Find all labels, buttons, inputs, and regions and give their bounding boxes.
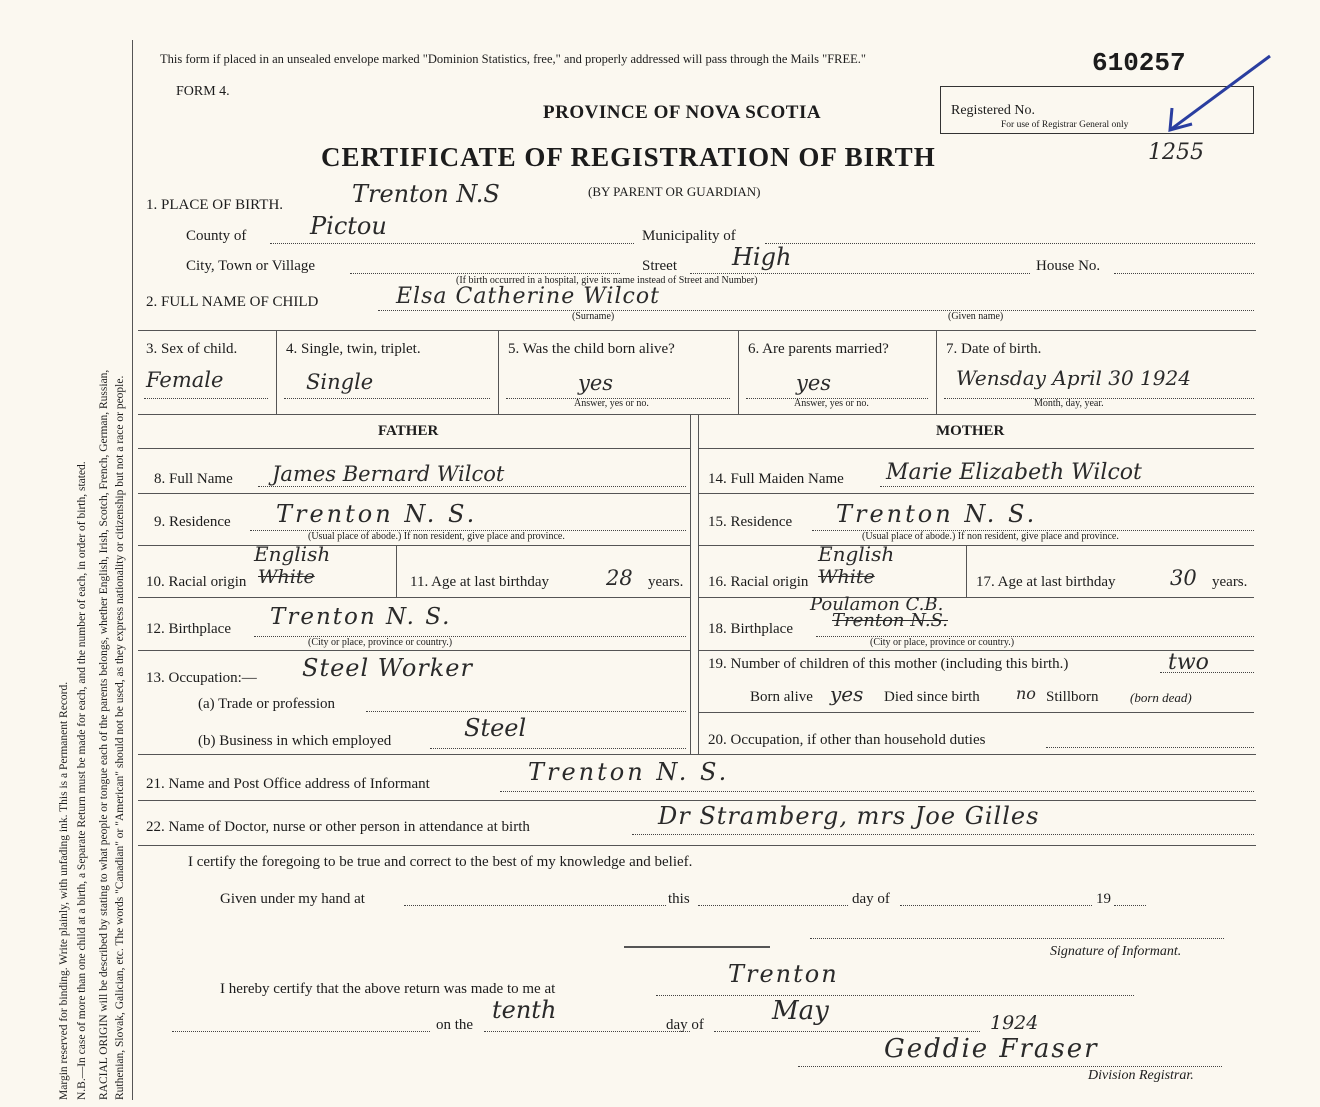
father-heading-border <box>138 448 690 449</box>
father-row10-border <box>138 597 690 598</box>
father-row8-border <box>138 493 690 494</box>
mother-race-divider <box>966 545 967 597</box>
division-registrar-label: Division Registrar. <box>1088 1068 1194 1083</box>
father-residence-value: Trenton N. S. <box>276 500 478 528</box>
father-age-label: 11. Age at last birthday <box>410 574 549 590</box>
father-row9-border <box>138 545 690 546</box>
city-line <box>350 273 620 274</box>
mother-age-label: 17. Age at last birthday <box>976 574 1116 590</box>
attendant-value: Dr Stramberg, mrs Joe Gilles <box>658 802 1040 830</box>
father-name-line <box>258 486 686 487</box>
hospital-note: (If birth occurred in a hospital, give its name instead of Street and Number) <box>456 275 758 286</box>
month-value: May <box>772 996 829 1026</box>
mother-born-alive-value: yes <box>830 682 864 706</box>
mother-age-value: 30 <box>1170 566 1197 590</box>
father-business-label: (b) Business in which employed <box>198 733 392 749</box>
municipality-label: Municipality of <box>642 228 736 244</box>
mother-children-value: two <box>1168 650 1209 675</box>
street-line <box>690 273 1030 274</box>
attendant-line <box>632 834 1254 835</box>
mother-birthplace-note: (City or place, province or country.) <box>870 637 1015 648</box>
row3-top-border <box>138 330 1256 331</box>
parents-divider-right <box>698 414 699 754</box>
date-of-birth-note: Month, day, year. <box>1034 398 1104 409</box>
plurality-value: Single <box>306 370 374 394</box>
mother-died-label: Died since birth <box>884 689 980 705</box>
by-parent-note: (BY PARENT OR GUARDIAN) <box>588 184 761 199</box>
date-of-birth-value: Wensday April 30 1924 <box>956 366 1191 390</box>
margin-note-racial-origin-2: Ruthenian, Slovak, Galician, etc. The words "Canadian" or "American" should not be used, as they express nationality or citizenship but not a race or people. <box>114 375 126 1100</box>
mother-race-value: English <box>818 542 895 566</box>
on-the-value: tenth <box>492 996 557 1024</box>
hereby-line <box>656 995 1134 996</box>
certificate-title: CERTIFICATE OF REGISTRATION OF BIRTH <box>321 142 936 172</box>
mother-name-line <box>880 486 1254 487</box>
surname-note: (Surname) <box>572 311 615 322</box>
margin-note-racial-origin: RACIAL ORIGIN will be described by stating to what people or tongue each of the parents belongs, whether English, Irish, Scotch, French, German, Russian, <box>98 369 110 1100</box>
father-age-years: years. <box>648 574 684 590</box>
day-of-line <box>900 905 1092 906</box>
mother-occupation-line <box>1046 747 1254 748</box>
father-occupation-label: 13. Occupation:— <box>146 670 257 686</box>
mother-occupation-label: 20. Occupation, if other than household duties <box>708 732 986 748</box>
plurality-line <box>284 398 490 399</box>
child-name-label: 2. FULL NAME OF CHILD <box>146 294 319 310</box>
married-note: Answer, yes or no. <box>794 398 869 409</box>
father-race-divider <box>396 545 397 597</box>
center-rule <box>624 946 770 948</box>
parents-divider-left <box>690 414 691 754</box>
province-heading: PROVINCE OF NOVA SCOTIA <box>543 102 822 123</box>
informant-value: Trenton N. S. <box>528 758 730 786</box>
mother-children-line <box>1160 672 1254 673</box>
day-of-label: day of <box>852 891 890 907</box>
father-business-line <box>430 748 686 749</box>
father-age-value: 28 <box>606 566 633 590</box>
mother-died-value: no <box>1016 684 1036 703</box>
street-label: Street <box>642 258 677 274</box>
mother-row19-border <box>698 712 1254 713</box>
married-label: 6. Are parents married? <box>748 341 889 357</box>
row3-bottom-border <box>138 414 1256 415</box>
mother-stillborn-label: Stillborn <box>1046 689 1099 705</box>
row3-divider-3 <box>738 330 739 414</box>
binding-margin-line <box>132 40 133 1100</box>
father-occupation-value: Steel Worker <box>302 654 473 682</box>
mother-row15-border <box>698 545 1254 546</box>
signature-of-informant: Signature of Informant. <box>1050 944 1182 959</box>
place-of-birth-value: Trenton N.S <box>352 180 500 208</box>
father-name-value: James Bernard Wilcot <box>272 462 505 486</box>
margin-note-multiple-births: N.B.—In case of more than one child at a birth, a Separate Return must be made for each, and the number of each, in order of birth, stated. <box>76 461 88 1100</box>
mother-row16-border <box>698 597 1254 598</box>
county-value: Pictou <box>310 212 387 240</box>
father-row12-border <box>138 650 690 651</box>
attendant-border <box>138 845 1256 846</box>
parents-bottom-border <box>138 754 1256 755</box>
on-the-label: on the <box>436 1017 474 1033</box>
mail-notice: This form if placed in an unsealed envelope marked "Dominion Statistics, free," and properly addressed will pass through the Mails "FREE." <box>160 52 867 66</box>
mother-race-label: 16. Racial origin <box>708 574 809 590</box>
mother-birthplace-value: Poulamon C.B. <box>810 594 944 615</box>
informant-border <box>138 800 1256 801</box>
mother-race-struck: White <box>818 566 875 588</box>
sex-value: Female <box>146 368 224 392</box>
sex-line <box>144 398 268 399</box>
mother-children-label: 19. Number of children of this mother (including this birth.) <box>708 656 1069 672</box>
married-value: yes <box>796 371 832 395</box>
child-name-line <box>378 310 1254 311</box>
row3-divider-4 <box>936 330 937 414</box>
form-number: FORM 4. <box>176 84 230 99</box>
month-line <box>714 1031 980 1032</box>
mother-age-years: years. <box>1212 574 1248 590</box>
informant-label: 21. Name and Post Office address of Informant <box>146 776 430 792</box>
father-business-value: Steel <box>464 714 527 742</box>
this-line <box>698 905 848 906</box>
informant-line <box>500 791 1254 792</box>
day-of-label-2: day of <box>666 1017 704 1033</box>
informant-signature-line <box>810 938 1224 939</box>
registered-no-label: Registered No. <box>951 103 1035 118</box>
municipality-line <box>765 243 1255 244</box>
row3-divider-1 <box>276 330 277 414</box>
mother-heading: MOTHER <box>936 423 1005 439</box>
father-trade-line <box>366 711 686 712</box>
father-birthplace-label: 12. Birthplace <box>146 621 231 637</box>
father-abode-note: (Usual place of abode.) If non resident, give place and province. <box>308 531 565 542</box>
father-race-label: 10. Racial origin <box>146 574 247 590</box>
father-race-struck: White <box>258 566 315 588</box>
registration-handwritten-number: 1255 <box>1148 140 1204 165</box>
place-of-birth-label: 1. PLACE OF BIRTH. <box>146 197 284 213</box>
row3-divider-2 <box>498 330 499 414</box>
this-label: this <box>668 891 690 907</box>
father-birthplace-note: (City or place, province or country.) <box>308 637 453 648</box>
father-birthplace-value: Trenton N. S. <box>270 604 452 630</box>
mother-name-value: Marie Elizabeth Wilcot <box>886 460 1142 485</box>
year-line <box>1114 905 1146 906</box>
born-alive-label: 5. Was the child born alive? <box>508 341 675 357</box>
margin-note-binding: Margin reserved for binding. Write plainly, with unfading ink. This is a Permanent Record. <box>58 681 70 1100</box>
hereby-certify-label: I hereby certify that the above return was made to me at <box>220 981 556 997</box>
on-the-line <box>484 1031 690 1032</box>
born-alive-value: yes <box>578 371 614 395</box>
mother-birthplace-struck: Trenton N.S. <box>832 610 948 631</box>
given-at-line <box>404 905 666 906</box>
mother-row14-border <box>698 493 1254 494</box>
mother-stillborn-note: (born dead) <box>1130 690 1192 705</box>
mother-residence-label: 15. Residence <box>708 514 793 530</box>
father-name-label: 8. Full Name <box>154 471 233 487</box>
city-label: City, Town or Village <box>186 258 316 274</box>
mother-name-label: 14. Full Maiden Name <box>708 471 844 487</box>
plurality-label: 4. Single, twin, triplet. <box>286 341 421 357</box>
child-name-value: Elsa Catherine Wilcot <box>396 284 660 309</box>
mother-residence-value: Trenton N. S. <box>836 500 1038 528</box>
mother-heading-border <box>698 448 1254 449</box>
certify-statement: I certify the foregoing to be true and correct to the best of my knowledge and belief. <box>188 854 693 870</box>
county-label: County of <box>186 228 247 244</box>
given-under-label: Given under my hand at <box>220 891 365 907</box>
registrar-signature-line <box>798 1066 1222 1067</box>
born-alive-note: Answer, yes or no. <box>574 398 649 409</box>
mother-born-alive-label: Born alive <box>750 689 813 705</box>
on-the-lead-line <box>172 1031 430 1032</box>
street-value: High <box>732 243 792 271</box>
house-line <box>1114 273 1254 274</box>
year-value: 1924 <box>990 1012 1039 1034</box>
sex-label: 3. Sex of child. <box>146 341 238 357</box>
given-name-note: (Given name) <box>948 311 1004 322</box>
house-label: House No. <box>1036 258 1101 274</box>
county-line <box>270 243 634 244</box>
father-heading: FATHER <box>378 423 439 439</box>
date-of-birth-label: 7. Date of birth. <box>946 341 1042 357</box>
registrar-note: For use of Registrar General only <box>1001 120 1129 130</box>
attendant-label: 22. Name of Doctor, nurse or other person in attendance at birth <box>146 819 530 835</box>
blue-arrow-mark <box>1160 50 1280 140</box>
mother-birthplace-label: 18. Birthplace <box>708 621 793 637</box>
hereby-value: Trenton <box>728 960 839 988</box>
serial-number: 610257 <box>1092 48 1186 78</box>
registrar-signature: Geddie Fraser <box>884 1034 1099 1064</box>
father-residence-label: 9. Residence <box>154 514 231 530</box>
father-trade-label: (a) Trade or profession <box>198 696 336 712</box>
mother-abode-note: (Usual place of abode.) If non resident, give place and province. <box>862 531 1119 542</box>
father-race-value: English <box>254 542 331 566</box>
year-prefix: 19 <box>1096 891 1111 907</box>
